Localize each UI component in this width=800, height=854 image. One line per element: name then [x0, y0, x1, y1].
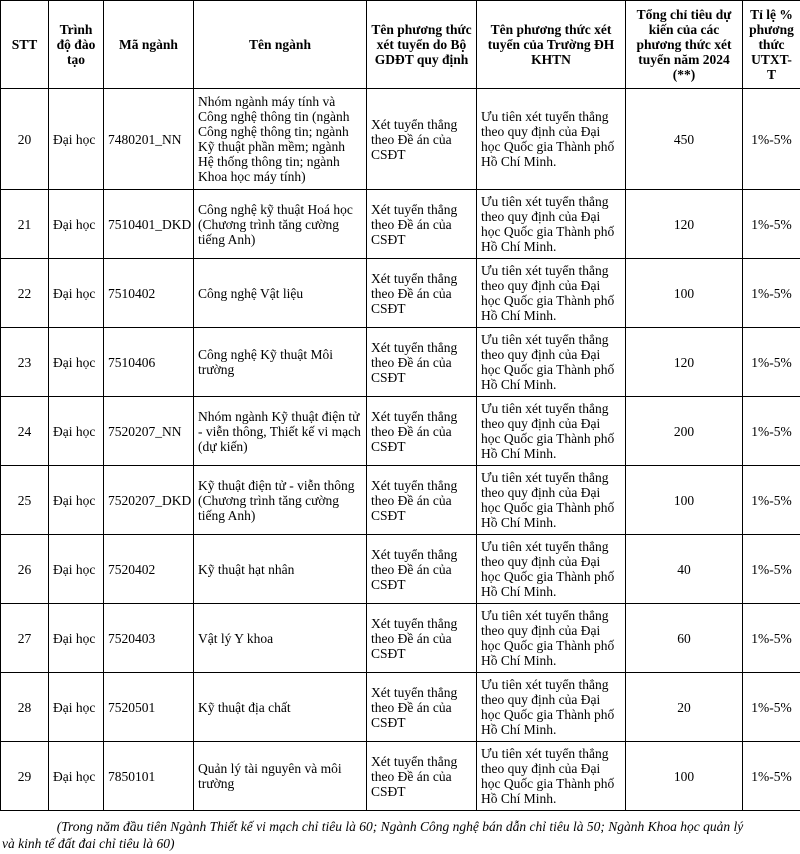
cell-code: 7480201_NN [104, 89, 194, 190]
footnote-line-1: (Trong năm đầu tiên Ngành Thiết kế vi mạch chỉ tiêu là 60; Ngành Công nghệ bán dẫn chỉ tiêu là 50; Ngành Khoa học quản lý [56, 819, 744, 834]
cell-school-method: Ưu tiên xét tuyển thẳng theo quy định của Đại học Quốc gia Thành phố Hồ Chí Minh. [477, 466, 626, 535]
table-row [1, 673, 800, 742]
cell-name: Công nghệ Vật liệu [194, 259, 367, 328]
cell-quota: 100 [626, 466, 743, 535]
cell-name: Kỹ thuật hạt nhân [194, 535, 367, 604]
cell-moet-method: Xét tuyển thẳng theo Đề án của CSĐT [367, 535, 477, 604]
cell-name: Vật lý Y khoa [194, 604, 367, 673]
cell-rate: 1%-5% [743, 89, 800, 190]
cell-moet-method: Xét tuyển thẳng theo Đề án của CSĐT [367, 673, 477, 742]
cell-rate: 1%-5% [743, 259, 800, 328]
cell-school-method: Ưu tiên xét tuyển thẳng theo quy định của Đại học Quốc gia Thành phố Hồ Chí Minh. [477, 259, 626, 328]
cell-level: Đại học [49, 673, 104, 742]
cell-stt: 21 [1, 190, 49, 259]
footnote [0, 818, 800, 852]
table-row [1, 397, 800, 466]
cell-quota: 40 [626, 535, 743, 604]
cell-code: 7520207_DKD [104, 466, 194, 535]
cell-stt: 27 [1, 604, 49, 673]
footnote-line-2: và kinh tế đất đai chỉ tiêu là 60) [2, 836, 175, 851]
cell-quota: 60 [626, 604, 743, 673]
cell-quota: 100 [626, 742, 743, 811]
cell-rate: 1%-5% [743, 397, 800, 466]
cell-level: Đại học [49, 397, 104, 466]
cell-code: 7520402 [104, 535, 194, 604]
cell-moet-method: Xét tuyển thẳng theo Đề án của CSĐT [367, 604, 477, 673]
cell-school-method: Ưu tiên xét tuyển thẳng theo quy định của Đại học Quốc gia Thành phố Hồ Chí Minh. [477, 535, 626, 604]
header-rate: Tỉ lệ % phương thức UTXT-T [743, 1, 800, 89]
cell-stt: 24 [1, 397, 49, 466]
cell-code: 7510401_DKD [104, 190, 194, 259]
cell-school-method: Ưu tiên xét tuyển thẳng theo quy định của Đại học Quốc gia Thành phố Hồ Chí Minh. [477, 397, 626, 466]
cell-rate: 1%-5% [743, 604, 800, 673]
cell-rate: 1%-5% [743, 328, 800, 397]
cell-school-method: Ưu tiên xét tuyển thẳng theo quy định của Đại học Quốc gia Thành phố Hồ Chí Minh. [477, 673, 626, 742]
cell-code: 7520403 [104, 604, 194, 673]
header-level: Trình độ đào tạo [49, 1, 104, 89]
cell-code: 7520501 [104, 673, 194, 742]
cell-moet-method: Xét tuyển thẳng theo Đề án của CSĐT [367, 466, 477, 535]
cell-level: Đại học [49, 604, 104, 673]
cell-level: Đại học [49, 89, 104, 190]
cell-name: Công nghệ Kỹ thuật Môi trường [194, 328, 367, 397]
header-row [1, 1, 800, 89]
cell-code: 7850101 [104, 742, 194, 811]
table-row [1, 742, 800, 811]
cell-name: Kỹ thuật điện tử - viễn thông (Chương trình tăng cường tiếng Anh) [194, 466, 367, 535]
cell-stt: 29 [1, 742, 49, 811]
cell-stt: 23 [1, 328, 49, 397]
cell-code: 7520207_NN [104, 397, 194, 466]
cell-name: Quản lý tài nguyên và môi trường [194, 742, 367, 811]
cell-stt: 22 [1, 259, 49, 328]
cell-level: Đại học [49, 535, 104, 604]
header-name: Tên ngành [194, 1, 367, 89]
cell-stt: 26 [1, 535, 49, 604]
cell-rate: 1%-5% [743, 535, 800, 604]
cell-rate: 1%-5% [743, 742, 800, 811]
cell-school-method: Ưu tiên xét tuyển thẳng theo quy định của Đại học Quốc gia Thành phố Hồ Chí Minh. [477, 89, 626, 190]
table-row [1, 89, 800, 190]
cell-quota: 100 [626, 259, 743, 328]
cell-level: Đại học [49, 190, 104, 259]
header-quota: Tổng chỉ tiêu dự kiến của các phương thức xét tuyển năm 2024 (**) [626, 1, 743, 89]
cell-stt: 28 [1, 673, 49, 742]
cell-school-method: Ưu tiên xét tuyển thẳng theo quy định của Đại học Quốc gia Thành phố Hồ Chí Minh. [477, 604, 626, 673]
cell-code: 7510402 [104, 259, 194, 328]
cell-school-method: Ưu tiên xét tuyển thẳng theo quy định của Đại học Quốc gia Thành phố Hồ Chí Minh. [477, 742, 626, 811]
cell-moet-method: Xét tuyển thẳng theo Đề án của CSĐT [367, 190, 477, 259]
cell-rate: 1%-5% [743, 673, 800, 742]
header-moet-method: Tên phương thức xét tuyển do Bộ GDĐT quy định [367, 1, 477, 89]
table-row [1, 604, 800, 673]
table-row [1, 466, 800, 535]
cell-stt: 25 [1, 466, 49, 535]
cell-name: Kỹ thuật địa chất [194, 673, 367, 742]
cell-school-method: Ưu tiên xét tuyển thẳng theo quy định của Đại học Quốc gia Thành phố Hồ Chí Minh. [477, 190, 626, 259]
cell-quota: 120 [626, 190, 743, 259]
cell-quota: 20 [626, 673, 743, 742]
cell-name: Nhóm ngành Kỹ thuật điện tử - viễn thông, Thiết kế vi mạch (dự kiến) [194, 397, 367, 466]
cell-moet-method: Xét tuyển thẳng theo Đề án của CSĐT [367, 89, 477, 190]
cell-moet-method: Xét tuyển thẳng theo Đề án của CSĐT [367, 397, 477, 466]
table-row [1, 190, 800, 259]
cell-name: Nhóm ngành máy tính và Công nghệ thông tin (ngành Công nghệ thông tin; ngành Kỹ thuật phần mềm; ngành Hệ thống thông tin; ngành Khoa học máy tính) [194, 89, 367, 190]
cell-rate: 1%-5% [743, 190, 800, 259]
cell-stt: 20 [1, 89, 49, 190]
header-stt: STT [1, 1, 49, 89]
table-row [1, 259, 800, 328]
cell-name: Công nghệ kỹ thuật Hoá học (Chương trình tăng cường tiếng Anh) [194, 190, 367, 259]
cell-school-method: Ưu tiên xét tuyển thẳng theo quy định của Đại học Quốc gia Thành phố Hồ Chí Minh. [477, 328, 626, 397]
cell-rate: 1%-5% [743, 466, 800, 535]
cell-level: Đại học [49, 259, 104, 328]
cell-moet-method: Xét tuyển thẳng theo Đề án của CSĐT [367, 259, 477, 328]
cell-moet-method: Xét tuyển thẳng theo Đề án của CSĐT [367, 328, 477, 397]
header-code: Mã ngành [104, 1, 194, 89]
cell-quota: 450 [626, 89, 743, 190]
cell-moet-method: Xét tuyển thẳng theo Đề án của CSĐT [367, 742, 477, 811]
cell-code: 7510406 [104, 328, 194, 397]
cell-level: Đại học [49, 328, 104, 397]
table-row [1, 328, 800, 397]
cell-quota: 120 [626, 328, 743, 397]
cell-level: Đại học [49, 742, 104, 811]
cell-quota: 200 [626, 397, 743, 466]
header-school-method: Tên phương thức xét tuyển của Trường ĐH KHTN [477, 1, 626, 89]
table-row [1, 535, 800, 604]
cell-level: Đại học [49, 466, 104, 535]
